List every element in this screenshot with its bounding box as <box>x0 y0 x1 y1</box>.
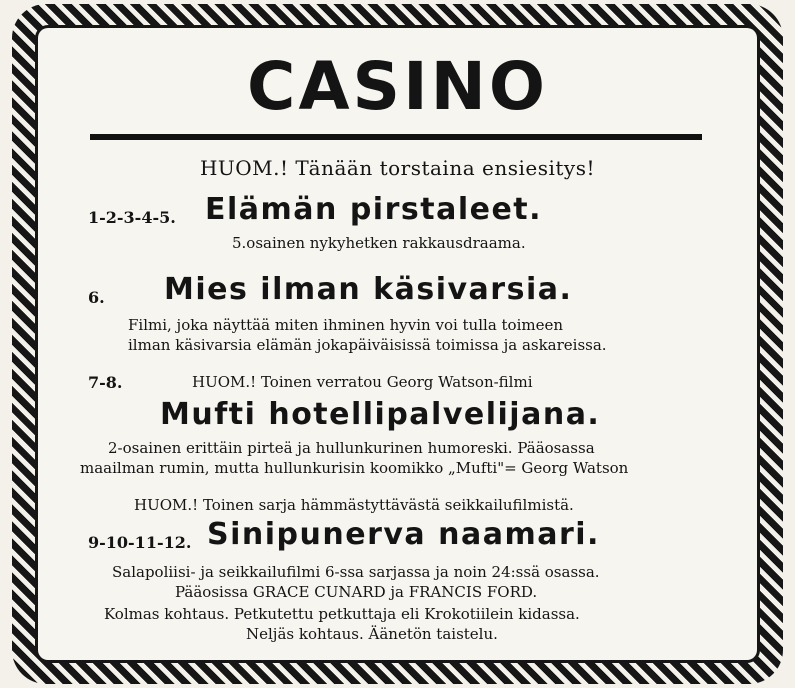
film-2-desc-line-1: Filmi, joka näyttää miten ihminen hyvin voi tulla toimeen <box>128 316 564 334</box>
film-4-desc-line-2: Pääosissa GRACE CUNARD ja FRANCIS FORD. <box>175 583 538 601</box>
film-3-notice: HUOM.! Toinen verratou Georg Watson-filmi <box>192 373 533 391</box>
film-1-title: Elämän pirstaleet. <box>205 192 543 227</box>
film-2-parts: 6. <box>88 288 105 307</box>
film-3-desc-line-1: 2-osainen erittäin pirteä ja hullunkurinen humoreski. Pääosassa <box>108 439 595 457</box>
film-4-title: Sinipunerva naamari. <box>207 517 600 552</box>
film-4-notice: HUOM.! Toinen sarja hämmästyttävästä seikkailufilmistä. <box>134 496 574 514</box>
top-notice: HUOM.! Tänään torstaina ensiesitys! <box>199 156 595 180</box>
film-4-desc-line-4: Neljäs kohtaus. Äänetön taistelu. <box>246 625 498 643</box>
film-2-title: Mies ilman käsivarsia. <box>164 272 573 307</box>
film-4-desc-line-3: Kolmas kohtaus. Petkutettu petkuttaja eli Krokotiilein kidassa. <box>104 605 580 623</box>
headline: CASINO <box>247 48 548 125</box>
film-4-desc-line-1: Salapoliisi- ja seikkailufilmi 6-ssa sarjassa ja noin 24:ssä osassa. <box>112 563 600 581</box>
divider-rule <box>90 134 702 140</box>
film-3-parts: 7-8. <box>88 373 123 392</box>
film-4-parts: 9-10-11-12. <box>88 533 192 552</box>
film-1-parts: 1-2-3-4-5. <box>88 208 176 227</box>
film-2-desc-line-2: ilman käsivarsia elämän jokapäiväisissä toimissa ja askareissa. <box>128 336 607 354</box>
film-3-desc-line-2: maailman rumin, mutta hullunkurisin koomikko „Mufti"= Georg Watson <box>80 459 629 477</box>
film-3-title: Mufti hotellipalvelijana. <box>160 397 601 432</box>
film-1-desc: 5.osainen nykyhetken rakkausdraama. <box>232 234 526 252</box>
